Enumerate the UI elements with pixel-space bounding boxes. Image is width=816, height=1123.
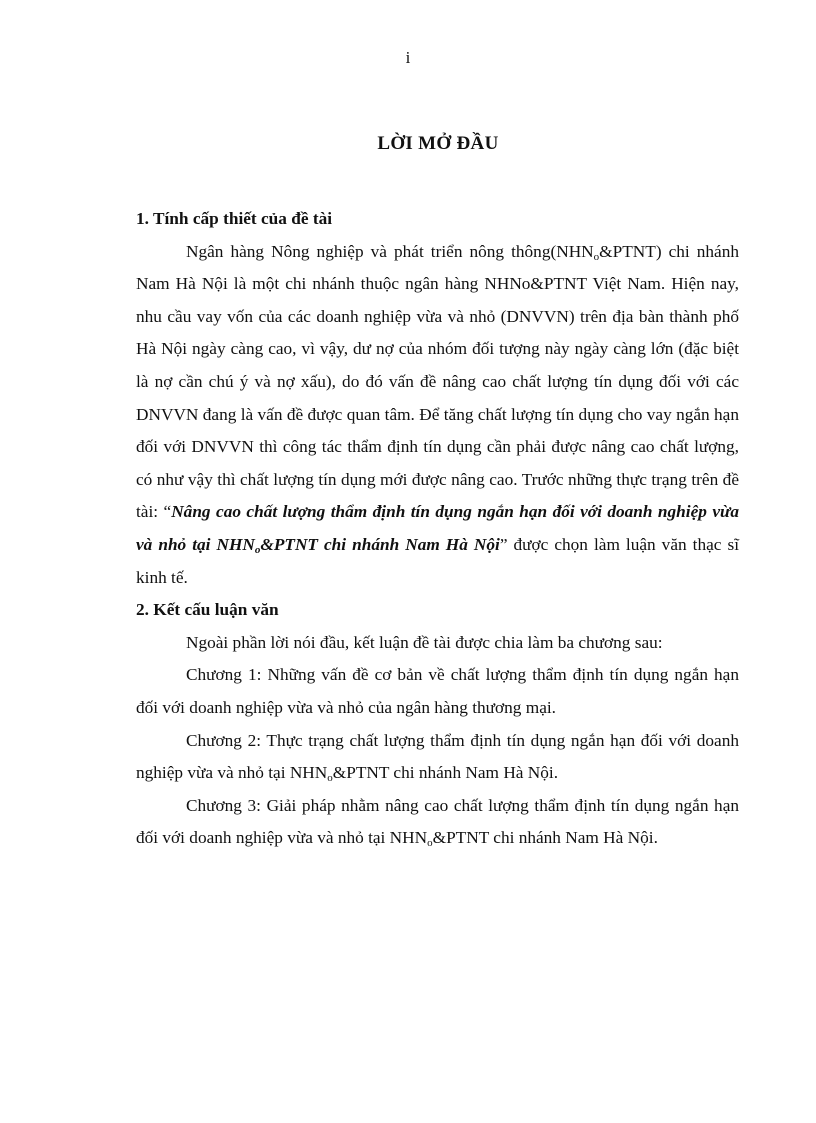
paragraph-text: Chương 2: Thực trạng chất lượng thẩm định tín dụng ngắn hạn đối với doanh nghiệp vừa và nhỏ tại NHN xyxy=(136,730,739,783)
body-text xyxy=(136,203,739,855)
subscript-o: o xyxy=(427,837,433,850)
paragraph-structure-intro: Ngoài phần lời nói đầu, kết luận đề tài được chia làm ba chương sau: xyxy=(186,632,663,652)
section-heading-structure: 2. Kết cấu luận văn xyxy=(136,600,279,620)
paragraph-text: ” được chọn làm luận văn thạc sĩ kinh tế. xyxy=(136,534,739,587)
section-heading-urgency: 1. Tính cấp thiết của đề tài xyxy=(136,209,333,228)
paragraph-text: &PTNT chi nhánh Nam Hà Nội. xyxy=(432,828,658,848)
paragraph-text: &PTNT) chi nhánh Nam Hà Nội là một chi nhánh thuộc ngân hàng NHNo&PTNT Việt Nam. Hiện nay, nhu cầu vay vốn của các doanh nghiệp vừa và nhỏ (DNVVN) trên địa bàn thành phố Hà Nội ngày càng cao, vì vậy, dư nợ của nhóm đối tượng này ngày càng lớn (đặc biệt là nợ cần chú ý và nợ xấu), do đó vấn đề nâng cao chất lượng tín dụng đối với các DNVVN đang là vấn đề được quan tâm. Để tăng chất lượng tín dụng cho vay ngắn hạn đối với DNVVN thì công tác thẩm định tín dụng cần phải được nâng cao chất lượng, có như vậy thì chất lượng tín dụng mới được nâng cao. Trước những thực trạng trên đề tài: “ xyxy=(136,241,740,522)
paragraph-text: Ngân hàng Nông nghiệp và phát triển nông thông(NHN xyxy=(186,241,594,261)
paragraph-text: &PTNT chi nhánh Nam Hà Nội. xyxy=(332,763,559,783)
paragraph-urgency xyxy=(136,236,739,595)
paragraph-chapter-2 xyxy=(136,725,739,790)
paragraph-chapter-1: Chương 1: Những vấn đề cơ bản về chất lượng thẩm định tín dụng ngắn hạn đối với doanh nghiệp vừa và nhỏ của ngân hàng thương mại. xyxy=(136,665,739,717)
subscript-o: o xyxy=(593,250,600,263)
subscript-o: o xyxy=(327,772,333,785)
thesis-title-text: &PTNT chi nhánh Nam Hà Nội xyxy=(260,534,500,554)
subscript-o: o xyxy=(254,543,261,556)
page-title: LỜI MỞ ĐẦU xyxy=(377,133,499,154)
thesis-title-text: Nâng cao chất lượng thẩm định tín dụng ngắn hạn đối với doanh nghiệp vừa và nhỏ tại NHN xyxy=(136,502,739,554)
paragraph-text: Chương 3: Giải pháp nhằm nâng cao chất lượng thẩm định tín dụng ngắn hạn đối với doanh nghiệp vừa và nhỏ tại NHN xyxy=(136,795,739,848)
page-number: i xyxy=(405,48,411,67)
paragraph-chapter-3 xyxy=(136,790,739,855)
